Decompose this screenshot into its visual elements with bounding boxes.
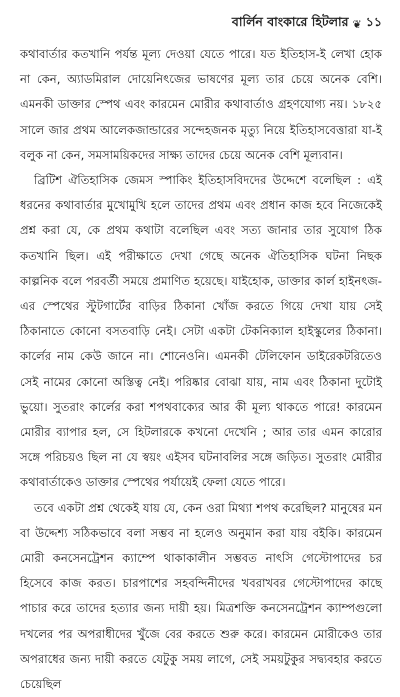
body-text — [20, 42, 382, 697]
paragraph: কথাবার্তার কতখানি পর্যন্ত মূল্য দেওয়া যেতে পারে। যত ইতিহাস-ই লেখা হোক না কেন, অ্যাডমিরাল দোয়েনিৎজের ভাষণের মূল্য তার চেয়ে অনেক বেশি। এমনকী ডাক্তার স্পেথ এবং কারমেন মোরীর কথাবার্তাও গ্রহণযোগ্য নয়। ১৮২৫ সালে জার প্রথম আলেকজান্ডারের সন্দেহজনক মৃত্যু নিয়ে ইতিহাসবেত্তারা যা-ই বলুক না কেন, সমসাময়িকদের সাক্ষ্য তাদের চেয়ে অনেক বেশি মূল্যবান। — [20, 47, 382, 162]
paragraph: তবে একটা প্রশ্ন থেকেই যায় যে, কেন ওরা মিথ্যা শপথ করেছিল? মানুষের মন বা উদ্দেশ্য সঠিকভাবে বলা সম্ভব না হলেও অনুমান করা যায় বইকি। কারমেন মোরী কনসেনট্রেশন ক্যাম্পে থাকাকালীন সম্ভবত নাৎসি গেস্টোপাদের চর হিসেবে কাজ করত। চারপাশের সহবন্দিনীদের খবরাখবর গেস্টোপাদের কাছে পাচার করে তাদের হত্যার জন্য দায়ী হয়। মিত্রশক্তি কনসেনট্রেশন ক্যাম্পগুলো দখলের পর অপরাধীদের খুঁজে বের করতে শুরু করে। কারমেন মোরীকেও তার অপরাধের জন্য দায়ী করতে যেটুকু সময় লাগে, সেই সময়টুকুর সদ্ব্যবহার করতে চেয়েছিল — [20, 500, 382, 692]
ornament-icon: ❦ — [352, 17, 362, 31]
paragraph: ব্রিটিশ ঐতিহাসিক জেমস স্পাকিং ইতিহাসবিদদের উদ্দেশে বলেছিল : এই ধরনের কথাবার্তার মুখোমুখি হলে তাদের প্রথম এবং প্রধান কাজ হবে নিজেকেই প্রশ্ন করা যে, কে প্রথম কথাটা বলেছিল এবং সত্য জানার তার সুযোগ ঠিক কতখানি ছিল। এই পরীক্ষাতে দেখা গেছে অনেক ঐতিহাসিক ঘটনা নিছক কাল্পনিক বলে পরবর্তী সময়ে প্রমাণিত হয়েছে। যাইহোক, ডাক্তার কার্ল হাইনৎজ-এর স্পেথের স্টুটগার্টের বাড়ির ঠিকানা খোঁজ করতে গিয়ে দেখা যায় সেই ঠিকানাতে কোনো বসতবাড়ি নেই। সেটা একটা টেকনিক্যাল হাইস্কুলের ঠিকানা। কার্লের নাম কেউ জানে না। শোনেওনি। এমনকী টেলিফোন ডাইরেকটরিতেও সেই নামের কোনো অস্তিত্ব নেই। পরিষ্কার বোঝা যায়, নাম এবং ঠিকানা দুটোই ভুয়ো। সুতরাং কার্লের করা শপথবাক্যের আর কী মূল্য থাকতে পারে! কারমেন মোরীর ব্যাপার হল, সে হিটলারকে কখনো দেখেনি ; আর তার এমন কারোর সঙ্গে পরিচয়ও ছিল না যে স্বয়ং এইসব ঘটনাবলির সঙ্গে জড়িত। সুতরাং মোরীর কথাবার্তাকেও ডাক্তার স্পেথের পর্যায়েই ফেলা যেতে পারে। — [20, 173, 382, 490]
running-title: বার্লিন বাংকারে হিটলার — [231, 14, 349, 29]
running-header — [20, 14, 382, 34]
page-number: ১১ — [365, 14, 382, 29]
